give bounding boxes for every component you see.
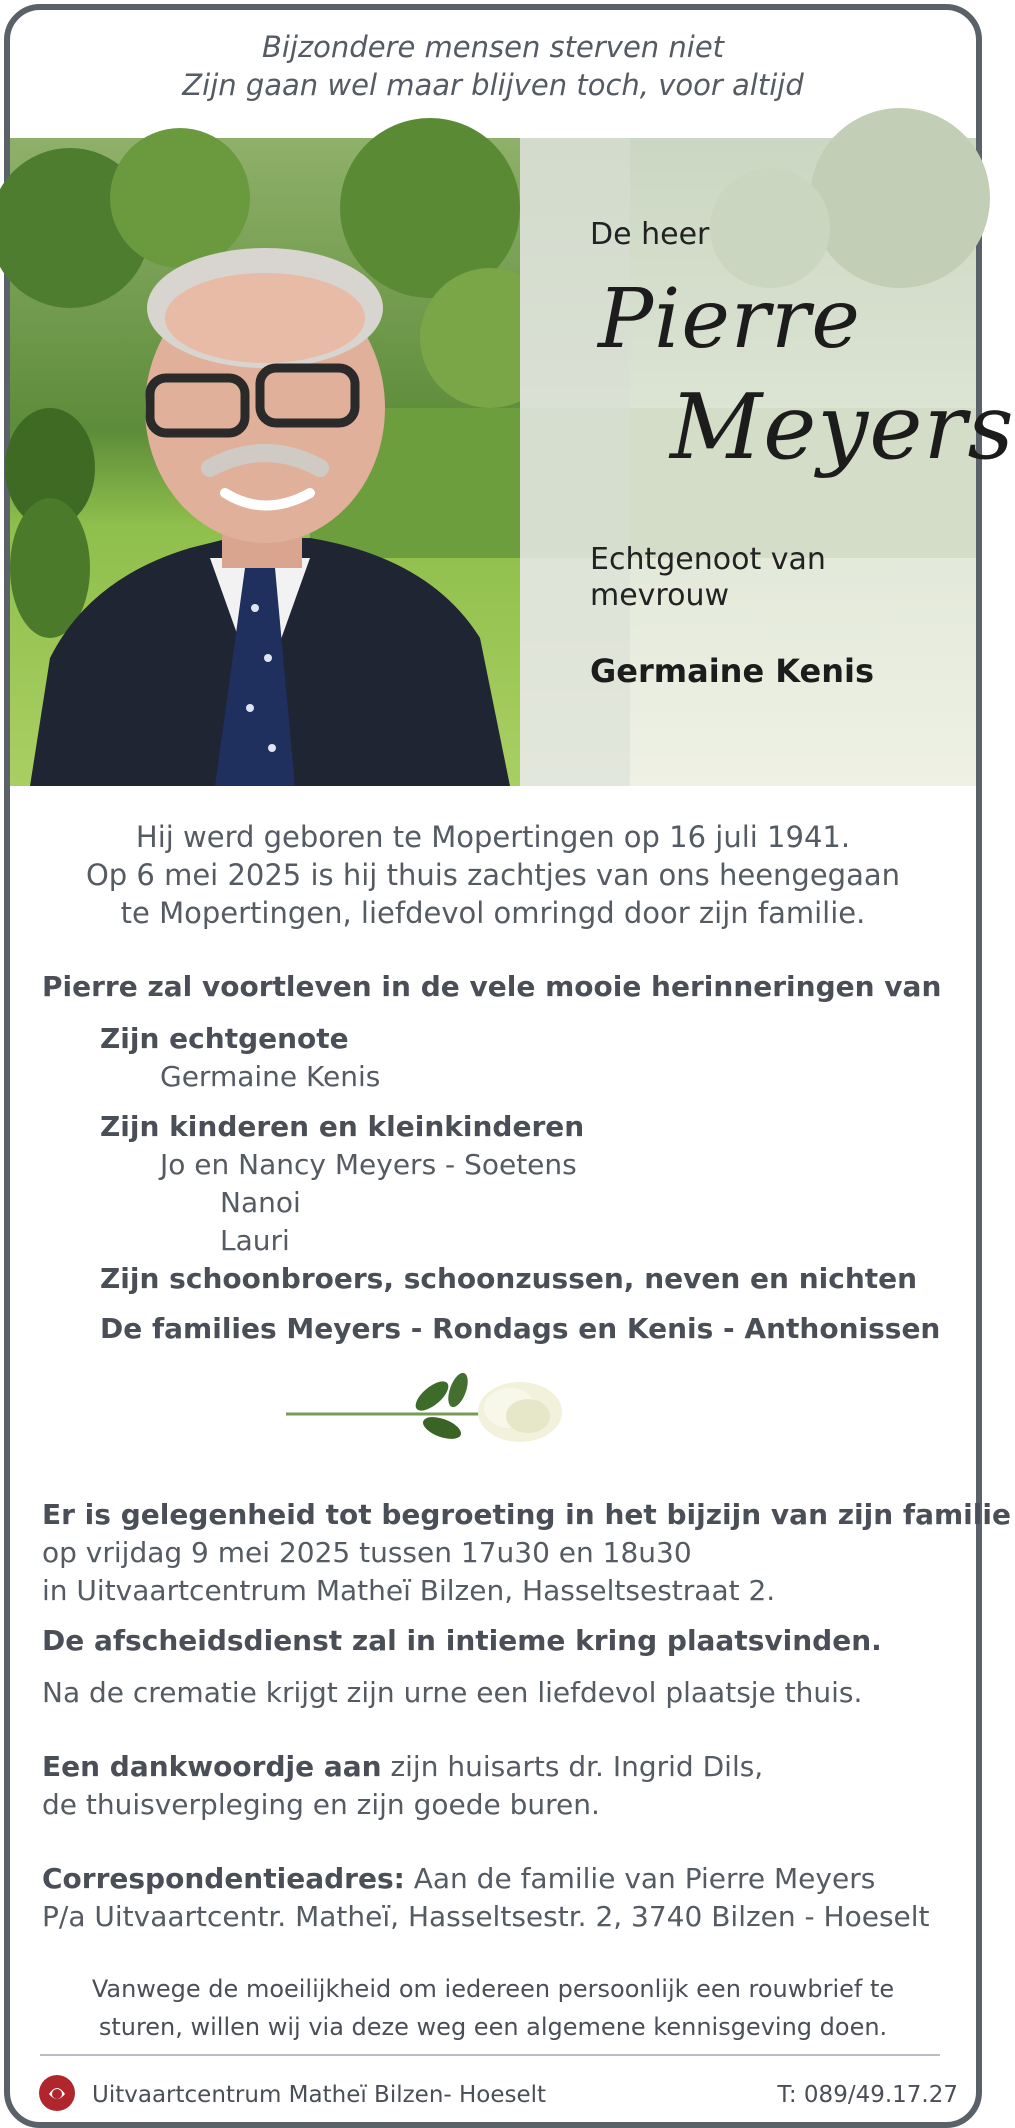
white-rose-icon bbox=[282, 1370, 572, 1450]
grandchild-entry: Lauri bbox=[220, 1224, 290, 1257]
notice-line-2: sturen, willen wij via deze weg een algemene kennisgeving doen. bbox=[98, 2013, 888, 2041]
last-name: Meyers bbox=[670, 375, 1015, 480]
honorific: De heer bbox=[590, 217, 710, 252]
motto-line-2: Zijn gaan wel maar blijven toch, voor altijd bbox=[182, 68, 804, 102]
inlaws-entry: Zijn schoonbroers, schoonzussen, neven en nichten bbox=[100, 1262, 918, 1295]
thanks-line-2: de thuisverpleging en zijn goede buren. bbox=[42, 1788, 600, 1821]
spouse-heading: Zijn echtgenote bbox=[100, 1022, 349, 1055]
correspondence-label: Correspondentieadres: bbox=[42, 1862, 405, 1895]
children-heading: Zijn kinderen en kleinkinderen bbox=[100, 1110, 585, 1143]
funeral-home-name: Uitvaartcentrum Matheï Bilzen- Hoeselt bbox=[92, 2082, 547, 2108]
families-entry: De families Meyers - Rondags en Kenis - Anthonissen bbox=[100, 1312, 941, 1345]
urn-notice: Na de crematie krijgt zijn urne een liefdevol plaatsje thuis. bbox=[42, 1676, 863, 1709]
correspondence-recipient: Aan de familie van Pierre Meyers bbox=[404, 1862, 876, 1895]
footer-divider bbox=[40, 2054, 940, 2056]
thanks-text: zijn huisarts dr. Ingrid Dils, bbox=[381, 1750, 764, 1783]
notice-line-1: Vanwege de moeilijkheid om iedereen persoonlijk een rouwbrief te bbox=[91, 1975, 895, 2003]
visitation-date: op vrijdag 9 mei 2025 tussen 17u30 en 18u30 bbox=[42, 1536, 692, 1569]
spouse-entry: Germaine Kenis bbox=[160, 1060, 381, 1093]
visitation-location: in Uitvaartcentrum Matheï Bilzen, Hasseltsestraat 2. bbox=[42, 1574, 776, 1607]
grandchild-entry: Nanoi bbox=[220, 1186, 301, 1219]
bio-line-3: te Mopertingen, liefdevol omringd door zijn familie. bbox=[120, 896, 866, 930]
correspondence-address: P/a Uitvaartcentr. Matheï, Hasseltsestr. 2, 3740 Bilzen - Hoeselt bbox=[42, 1900, 930, 1933]
biography bbox=[10, 818, 976, 932]
obituary-card bbox=[4, 4, 1015, 2128]
portrait-photo bbox=[10, 138, 520, 786]
spouse-name: Germaine Kenis bbox=[590, 652, 875, 690]
spouse-label-line-2: mevrouw bbox=[590, 578, 730, 613]
first-name: Pierre bbox=[598, 272, 861, 367]
motto bbox=[10, 28, 976, 104]
spouse-label bbox=[590, 542, 826, 614]
service-notice: De afscheidsdienst zal in intieme kring plaatsvinden. bbox=[42, 1624, 882, 1657]
bio-line-1: Hij werd geboren te Mopertingen op 16 juli 1941. bbox=[135, 820, 851, 854]
correspondence-line-1 bbox=[42, 1862, 875, 1895]
thanks-line-1 bbox=[42, 1750, 763, 1783]
bio-line-2: Op 6 mei 2025 is hij thuis zachtjes van ons heengegaan bbox=[85, 858, 901, 892]
family-intro: Pierre zal voortleven in de vele mooie herinneringen van bbox=[42, 970, 942, 1003]
general-notice bbox=[10, 1970, 976, 2046]
motto-line-1: Bijzondere mensen sterven niet bbox=[261, 30, 725, 64]
rose-logo-icon bbox=[38, 2074, 76, 2112]
visitation-heading: Er is gelegenheid tot begroeting in het bijzijn van zijn familie bbox=[42, 1498, 1011, 1531]
spouse-label-line-1: Echtgenoot van bbox=[590, 542, 826, 577]
funeral-home-phone: T: 089/49.17.27 bbox=[777, 2082, 958, 2108]
children-entry: Jo en Nancy Meyers - Soetens bbox=[160, 1148, 577, 1181]
thanks-label: Een dankwoordje aan bbox=[42, 1750, 382, 1783]
